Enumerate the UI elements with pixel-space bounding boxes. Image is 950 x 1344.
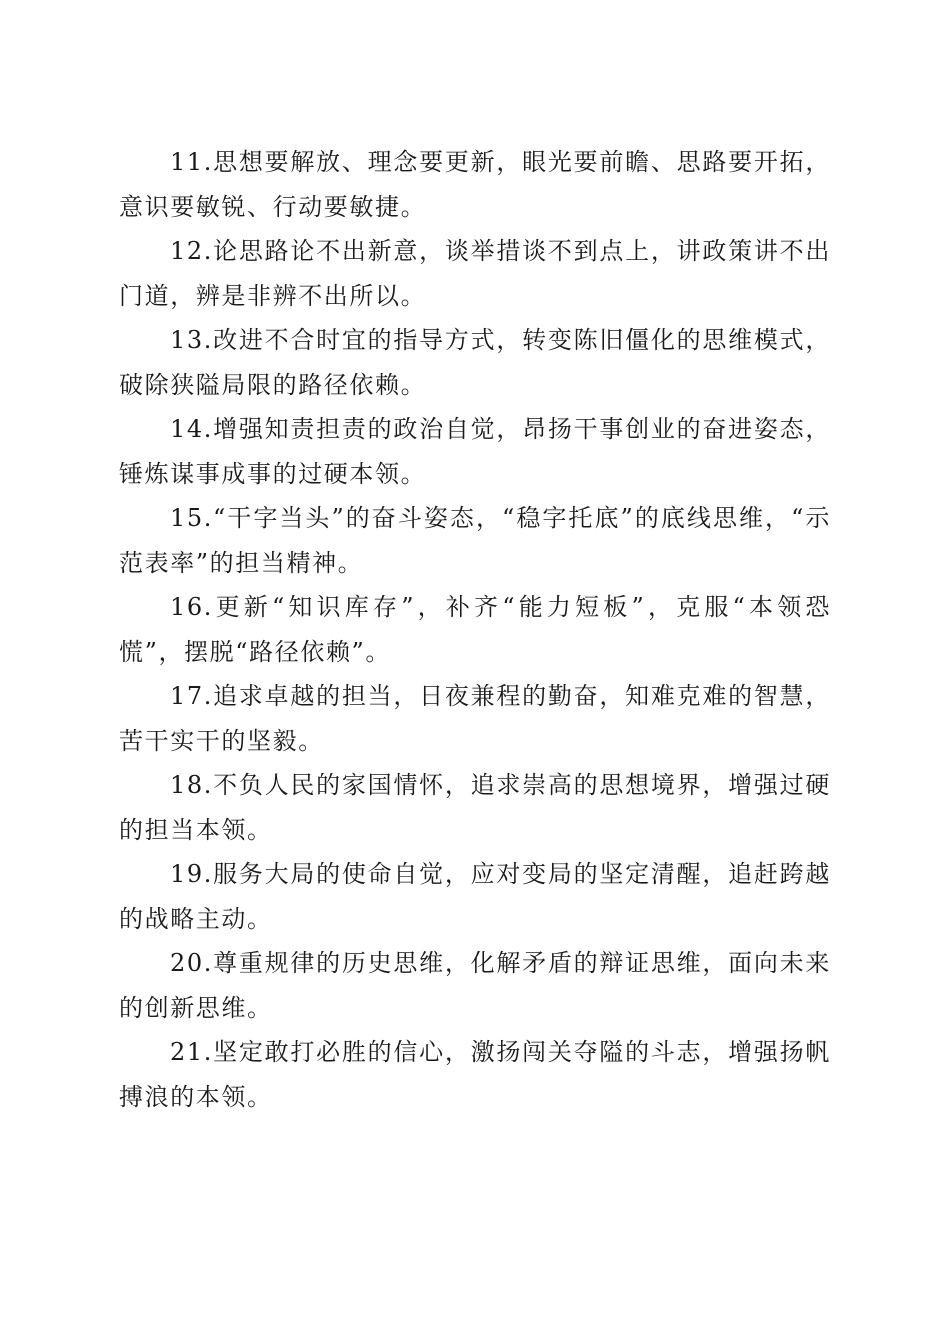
paragraph-17: 17.追求卓越的担当，日夜兼程的勤奋，知难克难的智慧，苦干实干的坚毅。: [119, 682, 831, 755]
document-body: [119, 140, 831, 1119]
paragraph-13: 13.改进不合时宜的指导方式，转变陈旧僵化的思维模式，破除狭隘局限的路径依赖。: [119, 326, 831, 399]
paragraph-20: 20.尊重规律的历史思维，化解矛盾的辩证思维，面向未来的创新思维。: [119, 949, 831, 1022]
paragraph-11: 11.思想要解放、理念要更新，眼光要前瞻、思路要开拓，意识要敏锐、行动要敏捷。: [119, 148, 831, 221]
paragraph-15: 15.“干字当头”的奋斗姿态，“稳字托底”的底线思维，“示范表率”的担当精神。: [119, 504, 831, 577]
paragraph-21: 21.坚定敢打必胜的信心，激扬闯关夺隘的斗志，增强扬帆搏浪的本领。: [119, 1038, 831, 1111]
paragraph-19: 19.服务大局的使命自觉，应对变局的坚定清醒，追赶跨越的战略主动。: [119, 860, 831, 933]
paragraph-14: 14.增强知责担责的政治自觉，昂扬干事创业的奋进姿态，锤炼谋事成事的过硬本领。: [119, 415, 831, 488]
paragraph-16: 16.更新“知识库存”，补齐“能力短板”，克服“本领恐慌”，摆脱“路径依赖”。: [119, 593, 831, 666]
paragraph-12: 12.论思路论不出新意，谈举措谈不到点上，讲政策讲不出门道，辨是非辨不出所以。: [119, 237, 831, 310]
paragraph-18: 18.不负人民的家国情怀，追求崇高的思想境界，增强过硬的担当本领。: [119, 771, 831, 844]
